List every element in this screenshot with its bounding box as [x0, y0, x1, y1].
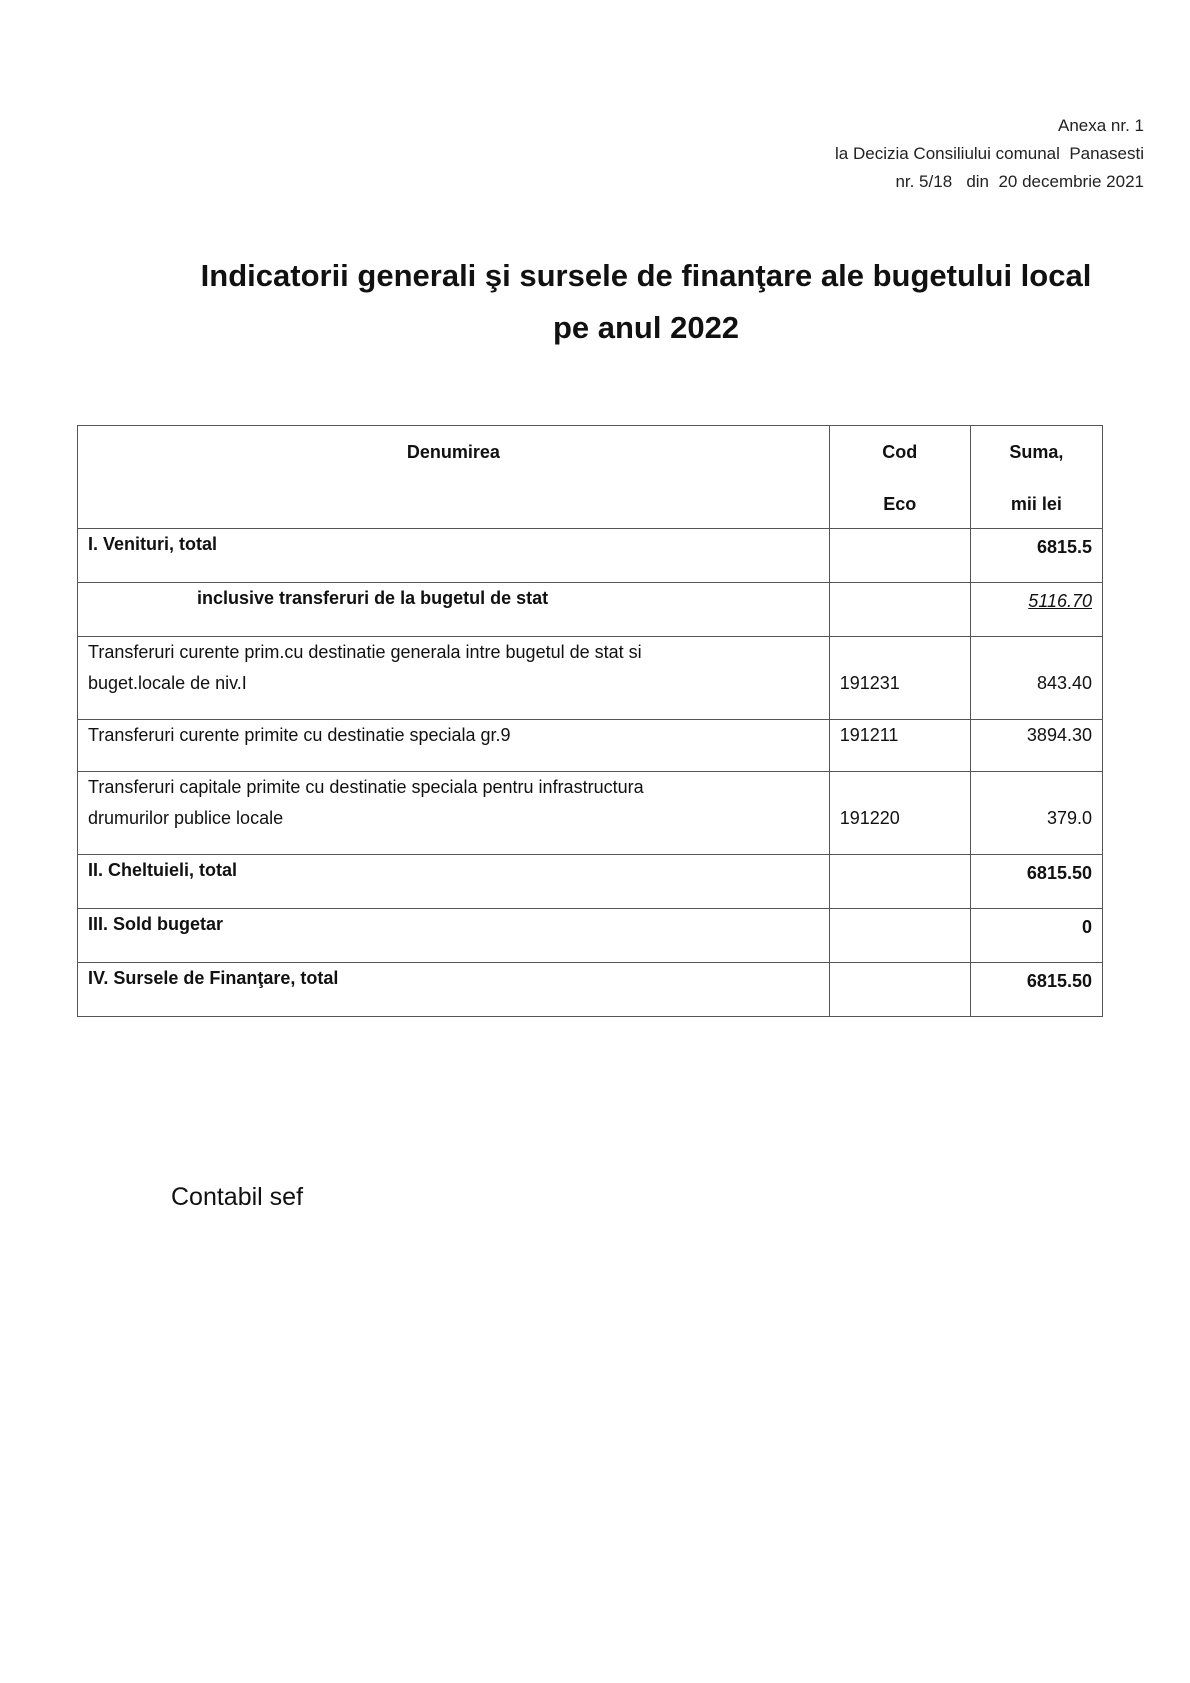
row-sum: 843.40: [1036, 673, 1092, 693]
row-code: 191231: [839, 673, 900, 693]
table-row: [78, 529, 1103, 583]
row-name: inclusive transferuri de la bugetul de stat: [197, 588, 549, 608]
header-sum-line2: mii lei: [1010, 494, 1062, 514]
annex-header: [835, 112, 1144, 196]
table-row: [78, 772, 1103, 855]
annex-decision: la Decizia Consiliului comunal Panasesti: [835, 144, 1144, 163]
table-header-row: [78, 426, 1103, 529]
row-name-line1: Transferuri capitale primite cu destinatie speciala pentru infrastructura: [88, 777, 644, 797]
row-name: II. Cheltuieli, total: [88, 860, 238, 880]
row-name-line1: Transferuri curente prim.cu destinatie generala intre bugetul de stat si: [88, 642, 642, 662]
header-code-line1: Cod: [882, 442, 918, 462]
page-title: [100, 250, 1190, 354]
header-sum: [970, 426, 1102, 529]
row-sum: 3894.30: [1026, 725, 1092, 745]
annex-number: Anexa nr. 1: [1057, 116, 1144, 135]
title-line-1: Indicatorii generali şi sursele de finanţare ale bugetului local: [200, 258, 1092, 293]
row-code: 191211: [839, 725, 899, 745]
table-row: [78, 909, 1103, 963]
header-code: [829, 426, 970, 529]
row-name-line2: drumurilor publice locale: [88, 808, 284, 828]
row-name: IV. Sursele de Finanţare, total: [88, 968, 339, 988]
table-row: [78, 637, 1103, 720]
header-sum-line1: Suma,: [1009, 442, 1064, 462]
row-sum: 6815.5: [1036, 537, 1092, 557]
header-code-line2: Eco: [883, 494, 917, 514]
row-name: Transferuri curente primite cu destinatie speciala gr.9: [88, 725, 511, 745]
row-sum: 5116.70: [1028, 591, 1092, 611]
row-sum: 6815.50: [1026, 971, 1092, 991]
table-row: [78, 583, 1103, 637]
table-row: [78, 720, 1103, 772]
title-line-2: pe anul 2022: [552, 310, 740, 345]
row-sum: 0: [1081, 917, 1092, 937]
row-name: I. Venituri, total: [88, 534, 218, 554]
row-sum: 6815.50: [1026, 863, 1092, 883]
table-row: [78, 855, 1103, 909]
row-name: III. Sold bugetar: [88, 914, 224, 934]
table-row: [78, 963, 1103, 1017]
row-code: 191220: [839, 808, 900, 828]
budget-table: [77, 425, 1103, 1017]
annex-date: nr. 5/18 din 20 decembrie 2021: [895, 172, 1144, 191]
row-name-line2: buget.locale de niv.I: [88, 673, 247, 693]
header-name: Denumirea: [78, 426, 830, 529]
row-sum: 379.0: [1046, 808, 1092, 828]
signature-label: Contabil sef: [171, 1183, 304, 1211]
